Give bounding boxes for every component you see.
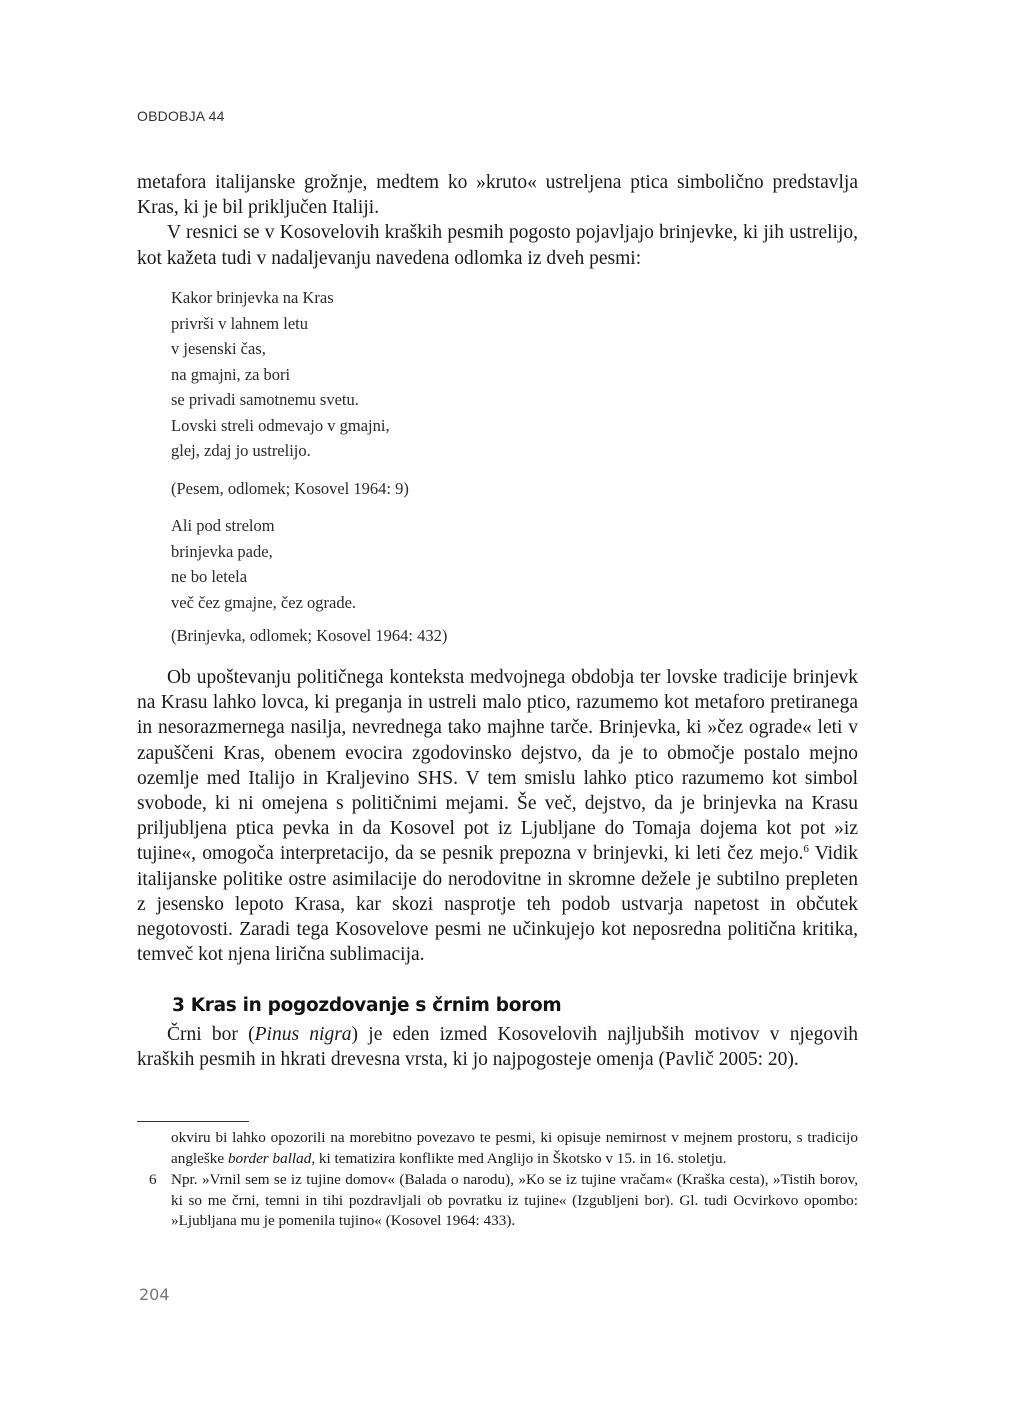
verse-line: v jesenski čas, [171,339,266,358]
intro-text [137,170,858,271]
section-3-paragraph [137,1022,858,1072]
footnote-6 [137,1170,858,1232]
verse-line: se privadi samotnemu svetu. [171,390,359,409]
poem-citation-2: (Brinjevka, odlomek; Kosovel 1964: 432) [171,626,448,645]
footnote-reference-6[interactable]: 6 [803,843,809,856]
verse-line: glej, zdaj jo ustrelijo. [171,441,311,460]
verse-line: Ali pod strelom [171,516,275,535]
analysis-text-part-2: Vidik italijanske politike ostre asimilacije do nerodovitne in skromne dežele je subtilno prepleten z jesensko lepoto Krasa, kar skozi nasprotje teh podob ustvarja napetost in občutek negotovosti. Zaradi tega Kosovelove pesmi ne učinkujejo kot neposredna politična kritika, temveč kot njena lirična sublimacija. [137,843,858,966]
running-head: OBDOBJA 44 [137,108,225,124]
section-3-text [137,1022,858,1072]
analysis-text-part-1: Ob upoštevanju političnega konteksta medvojnega obdobja ter lovske tradicije brinjevk na Krasu lahko lovca, ki preganja in ustreli malo ptico, razumemo kot metaforo pretiranega in nesorazmernega nasilja, nevrednega tako majhne tarče. Brinjevka, ki »čez ograde« leti v zapuščeni Kras, obenem evocira zgodovinsko dejstvo, da je to območje postalo mejno ozemlje med Italijo in Kraljevino SHS. V tem smislu lahko ptico razumemo kot simbol svobode, ki ni omejena s političnimi mejami. Še več, dejstvo, da je brinjevka na Krasu priljubljena ptica pevka in da Kosovel pot iz Ljubljane do Tomaja dojema kot pot »iz tujine«, omogoča interpretacijo, da se pesnik prepozna v brinjevki, ki leti čez mejo. [137,667,858,865]
footnote-continuation [137,1128,858,1169]
page-number: 204 [139,1285,170,1304]
poem-excerpt-1 [171,285,390,464]
section-heading: 3 Kras in pogozdovanje s črnim borom [172,995,562,1016]
footnote-italic-term: border ballad [227,1149,312,1167]
verse-line: privrši v lahnem letu [171,313,309,333]
verse-line: več čez gmajne, čez ograde. [171,592,357,612]
footnote-6-text: Npr. »Vrnil sem se iz tujine domov« (Balada o narodu), »Ko se iz tujine vračam« (Kraška cesta), »Tistih borov, ki so me črni, temni in tihi pozdravljali ob povratku iz tujine« (Izgubljeni bor). Gl. tudi Ocvirkovo opombo: »Ljubljana mu je pomenila tujino« (Kosovel 1964: 433). [171,1171,858,1229]
footnotes [137,1128,858,1232]
verse-line: Lovski streli odmevajo v gmajni, [171,415,390,435]
species-name: Pinus nigra [254,1024,352,1045]
section-3-text-part-1: Črni bor ( [167,1024,255,1045]
footnote-text-part-2: , ki tematizira konflikte med Anglijo in Škotsko v 15. in 16. stoletju. [311,1149,727,1167]
footnote-text-part-1: okviru bi lahko opozorili na morebitno povezavo te pesmi, ki opisuje nemirnost v mejnem prostoru, s tradicijo angleške [171,1129,858,1167]
footnote-number: 6 [149,1171,157,1188]
intro-paragraph-2: V resnici se v Kosovelovih kraških pesmih pogosto pojavljajo brinjevke, ki jih ustrelijo, kot kažeta tudi v nadaljevanju navedena odlomka iz dveh pesmi: [137,222,858,269]
section-3-text-part-2: ) je eden izmed Kosovelovih najljubših motivov v njegovih kraških pesmih in hkrati drevesna vrsta, ki jo najpogosteje omenja (Pavlič 2005: 20). [137,1024,859,1071]
verse-line: ne bo letela [171,567,248,586]
verse-line: Kakor brinjevka na Kras [171,288,334,307]
analysis-text [137,665,858,967]
poem-citation-1: (Pesem, odlomek; Kosovel 1964: 9) [171,479,409,498]
verse-line: na gmajni, za bori [171,364,291,384]
poem-excerpt-2 [171,513,356,615]
intro-paragraph-1: metafora italijanske grožnje, medtem ko »kruto« ustreljena ptica simbolično predstavlja Kras, ki je bil priključen Italiji. [137,172,858,219]
analysis-paragraph [137,665,858,967]
verse-line: brinjevka pade, [171,541,273,561]
footnote-separator [137,1121,249,1122]
